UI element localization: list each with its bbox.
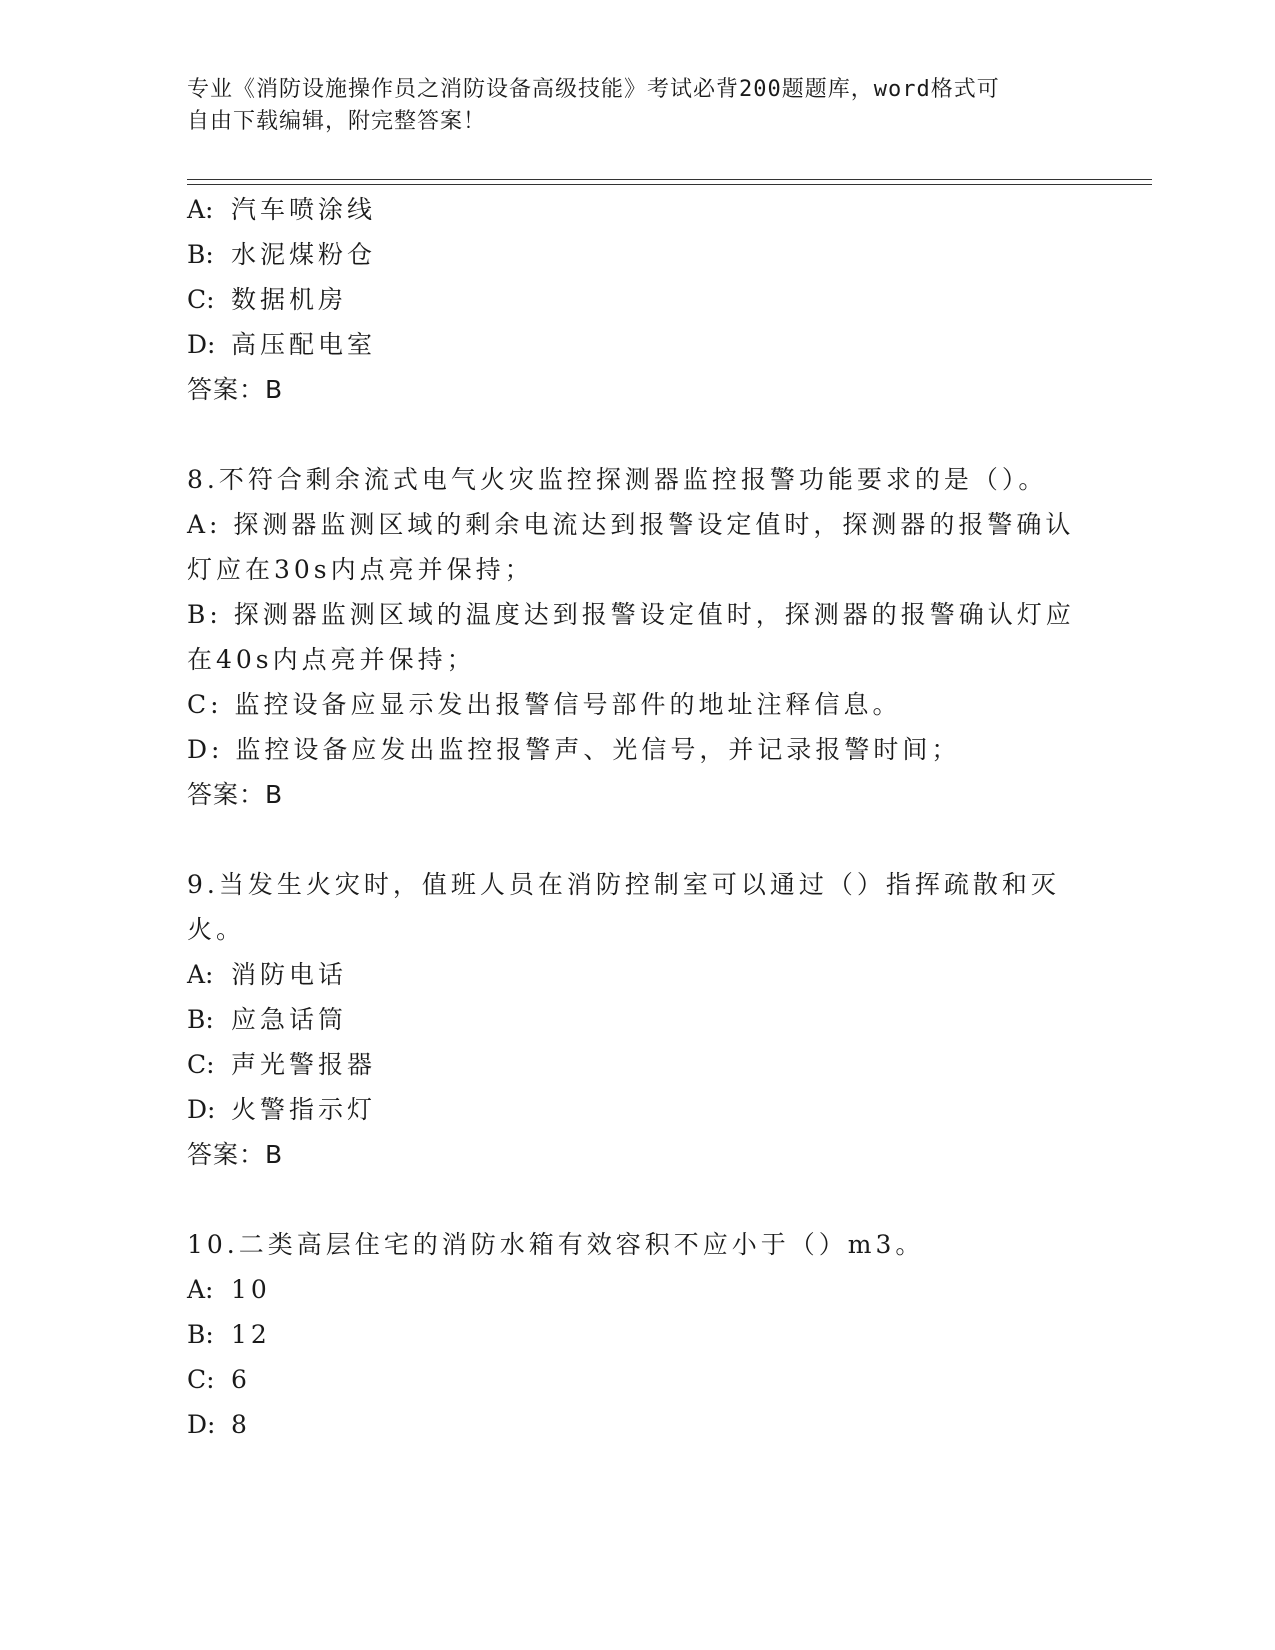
q9-option-d: D: 火警指示灯: [187, 1095, 377, 1124]
q9-option-b: B: 应急话筒: [187, 1005, 348, 1034]
q9-stem-line1: 9.当发生火灾时，值班人员在消防控制室可以通过（）指挥疏散和灭: [187, 870, 1060, 899]
q7-option-b: B: 水泥煤粉仓: [187, 240, 377, 269]
document-header: [187, 74, 1067, 138]
q9-option-c: C: 声光警报器: [187, 1050, 377, 1079]
q9-answer: 答案：B: [187, 1140, 284, 1169]
q8-option-b-line2: 在40s内点亮并保持；: [187, 645, 476, 674]
header-line-1: 专业《消防设施操作员之消防设备高级技能》考试必背200题题库，word格式可: [187, 77, 1000, 102]
q8-option-a-line1: A: 探测器监测区域的剩余电流达到报警设定值时，探测器的报警确认: [187, 510, 1075, 539]
q8-option-b-line1: B: 探测器监测区域的温度达到报警设定值时，探测器的报警确认灯应: [187, 600, 1075, 629]
q9-stem-line2: 火。: [187, 915, 246, 944]
q8-option-a-line2: 灯应在30s内点亮并保持；: [187, 555, 534, 584]
header-divider-bottom: [187, 184, 1152, 185]
q8-answer: 答案：B: [187, 780, 284, 809]
q7-option-a: A: 汽车喷涂线: [187, 195, 377, 224]
q8-stem: 8.不符合剩余流式电气火灾监控探测器监控报警功能要求的是（）。: [187, 465, 1048, 494]
q10-option-a: A: 10: [187, 1275, 271, 1304]
q8-option-c: C: 监控设备应显示发出报警信号部件的地址注释信息。: [187, 690, 902, 719]
q7-answer: 答案：B: [187, 375, 284, 404]
q7-option-d: D: 高压配电室: [187, 330, 377, 359]
q8-option-d: D: 监控设备应发出监控报警声、光信号，并记录报警时间；: [187, 735, 961, 764]
header-line-2: 自由下载编辑，附完整答案！: [187, 109, 487, 134]
q10-option-d: D: 8: [187, 1410, 251, 1439]
q10-stem: 10.二类高层住宅的消防水箱有效容积不应小于（）m3。: [187, 1230, 925, 1259]
q10-option-b: B: 12: [187, 1320, 271, 1349]
q10-option-c: C: 6: [187, 1365, 251, 1394]
q9-option-a: A: 消防电话: [187, 960, 348, 989]
q7-option-c: C: 数据机房: [187, 285, 348, 314]
header-divider-top: [187, 179, 1152, 180]
